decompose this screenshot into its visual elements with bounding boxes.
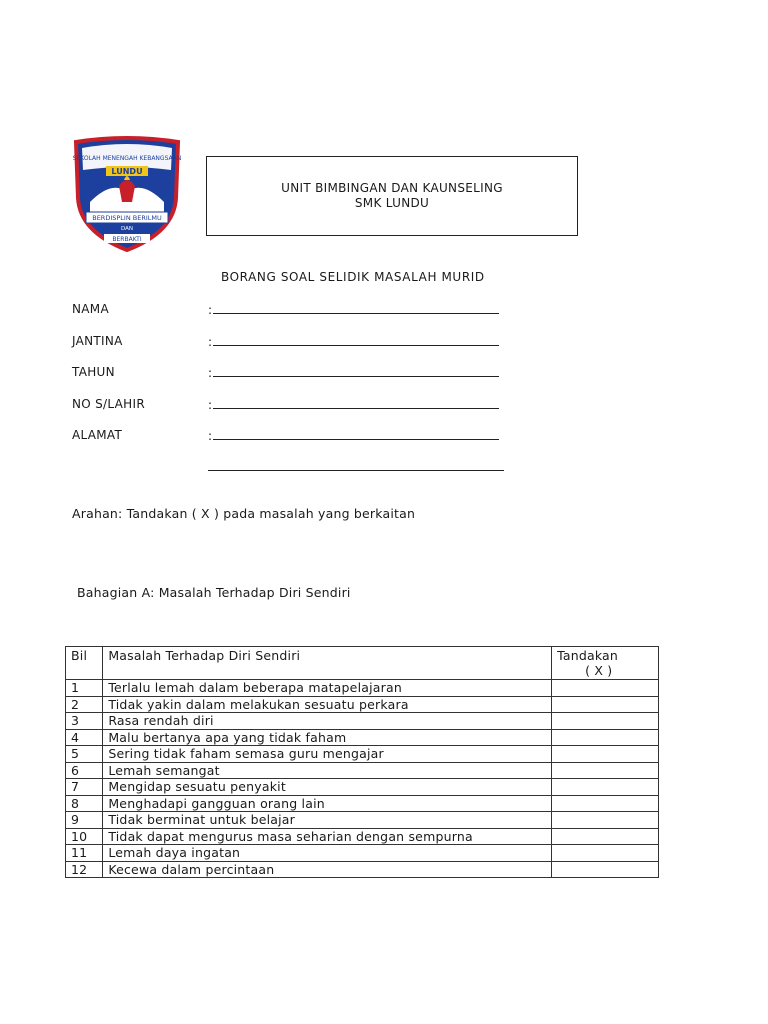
row-number: 2 (66, 696, 103, 713)
field-label-jantina: JANTINA (72, 334, 123, 348)
problem-table (65, 646, 659, 878)
row-problem: Menghadapi gangguan orang lain (103, 795, 552, 812)
row-mark-cell[interactable] (552, 812, 659, 829)
field-label-tahun: TAHUN (72, 365, 115, 379)
field-separator: : (208, 335, 213, 349)
field-tahun-input[interactable] (208, 365, 499, 380)
row-problem: Lemah semangat (103, 762, 552, 779)
header-tandakan-x: ( X ) (585, 663, 613, 678)
field-nama-input[interactable] (208, 302, 499, 317)
row-problem: Rasa rendah diri (103, 713, 552, 730)
field-alamat-second-line[interactable] (208, 470, 504, 471)
header-box (206, 156, 578, 236)
table-row (66, 795, 659, 812)
table-row (66, 861, 659, 878)
row-problem: Mengidap sesuatu penyakit (103, 779, 552, 796)
field-jantina-input[interactable] (208, 334, 499, 349)
table-row (66, 779, 659, 796)
row-problem: Tidak yakin dalam melakukan sesuatu perkara (103, 696, 552, 713)
logo-school-text: LUNDU (111, 167, 143, 176)
row-mark-cell[interactable] (552, 729, 659, 746)
header-masalah: Masalah Terhadap Diri Sendiri (103, 647, 552, 680)
row-number: 11 (66, 845, 103, 862)
table-row (66, 729, 659, 746)
row-number: 4 (66, 729, 103, 746)
header-tandakan-label: Tandakan (557, 648, 619, 663)
row-mark-cell[interactable] (552, 762, 659, 779)
table-header-row (66, 647, 659, 680)
logo-motto-line1: BERDISPLIN BERILMU (92, 214, 162, 222)
header-tandakan (552, 647, 659, 680)
row-mark-cell[interactable] (552, 795, 659, 812)
row-problem: Tidak dapat mengurus masa seharian dengan sempurna (103, 828, 552, 845)
form-title: BORANG SOAL SELIDIK MASALAH MURID (221, 270, 485, 284)
row-mark-cell[interactable] (552, 713, 659, 730)
table-row (66, 812, 659, 829)
field-label-nama: NAMA (72, 302, 109, 316)
row-mark-cell[interactable] (552, 828, 659, 845)
row-number: 3 (66, 713, 103, 730)
field-separator: : (208, 429, 213, 443)
table-row (66, 680, 659, 697)
field-label-alamat: ALAMAT (72, 428, 123, 442)
logo-motto-line2: DAN (120, 226, 134, 232)
row-number: 9 (66, 812, 103, 829)
row-number: 6 (66, 762, 103, 779)
field-separator: : (208, 398, 213, 412)
row-number: 8 (66, 795, 103, 812)
table-row (66, 845, 659, 862)
row-mark-cell[interactable] (552, 845, 659, 862)
table-row (66, 762, 659, 779)
field-no-surat-lahir-input[interactable] (208, 397, 499, 412)
row-number: 10 (66, 828, 103, 845)
field-separator: : (208, 366, 213, 380)
instructions-text: Arahan: Tandakan ( X ) pada masalah yang berkaitan (72, 506, 416, 521)
field-separator: : (208, 303, 213, 317)
row-mark-cell[interactable] (552, 746, 659, 763)
header-bil: Bil (66, 647, 103, 680)
row-problem: Terlalu lemah dalam beberapa matapelajaran (103, 680, 552, 697)
field-alamat-input[interactable] (208, 428, 499, 443)
row-mark-cell[interactable] (552, 779, 659, 796)
row-number: 7 (66, 779, 103, 796)
table-row (66, 713, 659, 730)
logo-top-text: SEKOLAH MENENGAH KEBANGSAAN (72, 155, 182, 162)
row-mark-cell[interactable] (552, 861, 659, 878)
row-problem: Sering tidak faham semasa guru mengajar (103, 746, 552, 763)
row-problem: Malu bertanya apa yang tidak faham (103, 729, 552, 746)
field-label-no-surat-lahir: NO S/LAHIR (72, 397, 145, 411)
row-number: 5 (66, 746, 103, 763)
header-unit-title: UNIT BIMBINGAN DAN KAUNSELING (281, 181, 503, 195)
row-problem: Lemah daya ingatan (103, 845, 552, 862)
logo-motto-line3: BERBAKTI (112, 236, 142, 243)
row-number: 12 (66, 861, 103, 878)
row-number: 1 (66, 680, 103, 697)
row-mark-cell[interactable] (552, 680, 659, 697)
header-school-name: SMK LUNDU (354, 196, 430, 210)
table-row (66, 828, 659, 845)
table-row (66, 746, 659, 763)
section-a-title: Bahagian A: Masalah Terhadap Diri Sendiri (77, 585, 351, 600)
row-mark-cell[interactable] (552, 696, 659, 713)
row-problem: Kecewa dalam percintaan (103, 861, 552, 878)
school-crest-logo (72, 136, 182, 254)
table-row (66, 696, 659, 713)
row-problem: Tidak berminat untuk belajar (103, 812, 552, 829)
